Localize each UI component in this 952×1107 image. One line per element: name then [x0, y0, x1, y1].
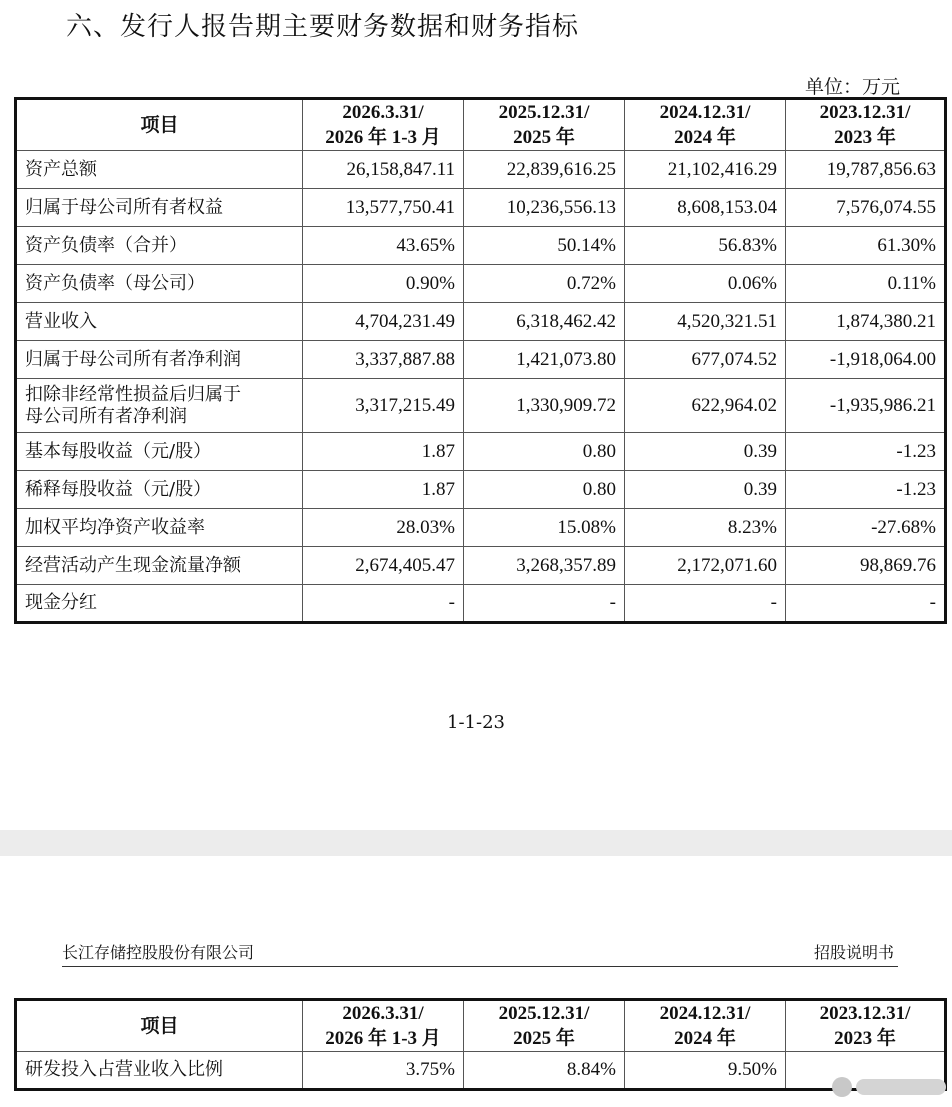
cell: - [464, 585, 625, 623]
cell: - [303, 585, 464, 623]
cell: 4,704,231.49 [303, 303, 464, 341]
cell: 22,839,616.25 [464, 151, 625, 189]
cell: 26,158,847.11 [303, 151, 464, 189]
table-row [16, 189, 946, 227]
section-title: 六、发行人报告期主要财务数据和财务指标 [66, 12, 580, 42]
cell: 4,520,321.51 [625, 303, 786, 341]
cell: 2,674,405.47 [303, 547, 464, 585]
table-row [16, 227, 946, 265]
table-row [16, 433, 946, 471]
header-2026q1: 2026.3.31/ 2026 年 1-3 月 [303, 99, 464, 151]
cell: - [786, 585, 946, 623]
cell: 3,317,215.49 [303, 379, 464, 433]
row-label: 经营活动产生现金流量净额 [16, 547, 303, 585]
cell: 0.80 [464, 433, 625, 471]
cell: 1,874,380.21 [786, 303, 946, 341]
header-2026q1: 2026.3.31/ 2026 年 1-3 月 [303, 1000, 464, 1052]
table-row [16, 151, 946, 189]
cell: 50.14% [464, 227, 625, 265]
row-label: 加权平均净资产收益率 [16, 509, 303, 547]
financial-table [14, 97, 947, 624]
cell: 28.03% [303, 509, 464, 547]
cell: 2,172,071.60 [625, 547, 786, 585]
table-row [16, 585, 946, 623]
cell: 622,964.02 [625, 379, 786, 433]
document-type: 招股说明书 [813, 943, 894, 962]
cell: -1.23 [786, 471, 946, 509]
table-row [16, 379, 946, 433]
table-row [16, 547, 946, 585]
cell: -27.68% [786, 509, 946, 547]
row-label: 稀释每股收益（元/股） [16, 471, 303, 509]
cell: 10,236,556.13 [464, 189, 625, 227]
cell: - [625, 585, 786, 623]
watermark-overlay [796, 1073, 946, 1101]
cell: 13,577,750.41 [303, 189, 464, 227]
cell: 98,869.76 [786, 547, 946, 585]
row-label: 研发投入占营业收入比例 [16, 1052, 303, 1090]
unit-note: 单位：万元 [804, 76, 900, 98]
cell: 0.11% [786, 265, 946, 303]
row-label: 基本每股收益（元/股） [16, 433, 303, 471]
row-label: 资产负债率（母公司） [16, 265, 303, 303]
cell: 0.90% [303, 265, 464, 303]
table-row [16, 509, 946, 547]
cell: 56.83% [625, 227, 786, 265]
row-label: 资产总额 [16, 151, 303, 189]
watermark-text-block [856, 1079, 946, 1095]
cell: 1,330,909.72 [464, 379, 625, 433]
table-row [16, 471, 946, 509]
cell: 3,337,887.88 [303, 341, 464, 379]
row-label: 归属于母公司所有者净利润 [16, 341, 303, 379]
table-row [16, 265, 946, 303]
header-2024: 2024.12.31/ 2024 年 [625, 1000, 786, 1052]
header-item: 项目 [16, 1000, 303, 1052]
cell: 0.39 [625, 471, 786, 509]
row-label: 营业收入 [16, 303, 303, 341]
cell: 7,576,074.55 [786, 189, 946, 227]
watermark-logo-icon [832, 1077, 852, 1097]
cell: 0.80 [464, 471, 625, 509]
cell: 1.87 [303, 471, 464, 509]
row-label: 归属于母公司所有者权益 [16, 189, 303, 227]
cell: 1,421,073.80 [464, 341, 625, 379]
cell: 0.72% [464, 265, 625, 303]
cell: 6,318,462.42 [464, 303, 625, 341]
cell: 1.87 [303, 433, 464, 471]
table-row [16, 341, 946, 379]
row-label: 扣除非经常性损益后归属于 母公司所有者净利润 [16, 379, 303, 433]
row-label: 资产负债率（合并） [16, 227, 303, 265]
company-name: 长江存储控股股份有限公司 [62, 943, 255, 962]
row-label: 现金分红 [16, 585, 303, 623]
header-2023: 2023.12.31/ 2023 年 [786, 1000, 946, 1052]
header-2025: 2025.12.31/ 2025 年 [464, 1000, 625, 1052]
cell: 21,102,416.29 [625, 151, 786, 189]
cell: 677,074.52 [625, 341, 786, 379]
cell: 0.06% [625, 265, 786, 303]
cell: 19,787,856.63 [786, 151, 946, 189]
header-item: 项目 [16, 99, 303, 151]
cell: 61.30% [786, 227, 946, 265]
running-header [62, 936, 898, 967]
cell: 3.75% [303, 1052, 464, 1090]
header-2025: 2025.12.31/ 2025 年 [464, 99, 625, 151]
table-header-row [16, 1000, 946, 1052]
cell: -1,918,064.00 [786, 341, 946, 379]
page-number: 1-1-23 [447, 712, 505, 733]
header-2023: 2023.12.31/ 2023 年 [786, 99, 946, 151]
cell: -1,935,986.21 [786, 379, 946, 433]
cell: 43.65% [303, 227, 464, 265]
table-header-row [16, 99, 946, 151]
cell: 0.39 [625, 433, 786, 471]
cell: -1.23 [786, 433, 946, 471]
cell: 8,608,153.04 [625, 189, 786, 227]
cell: 9.50% [625, 1052, 786, 1090]
cell: 8.84% [464, 1052, 625, 1090]
header-2024: 2024.12.31/ 2024 年 [625, 99, 786, 151]
cell: 8.23% [625, 509, 786, 547]
cell: 15.08% [464, 509, 625, 547]
table-row [16, 303, 946, 341]
page-2 [0, 856, 952, 1107]
page-separator [0, 830, 952, 856]
cell: 3,268,357.89 [464, 547, 625, 585]
